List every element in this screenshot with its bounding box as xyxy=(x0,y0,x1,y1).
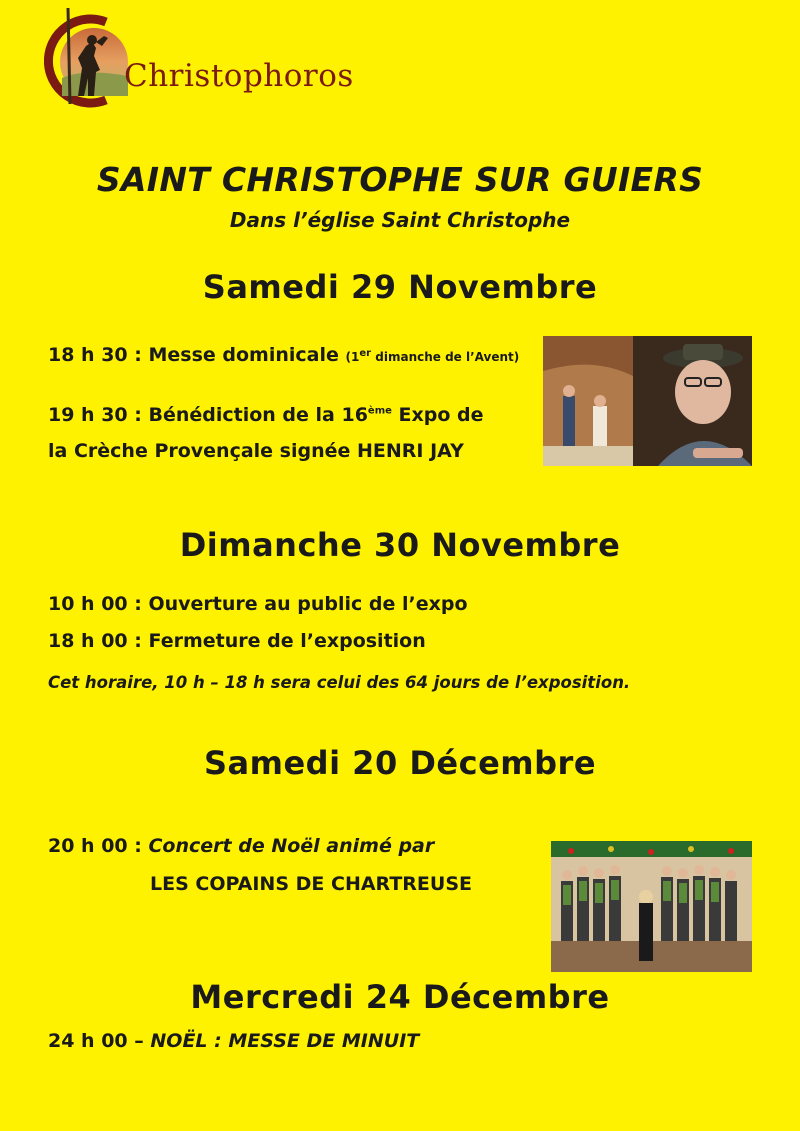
day3-event1 xyxy=(48,835,434,857)
day2-event2 xyxy=(48,630,426,652)
event-text: Ouverture au public de l’expo xyxy=(148,593,468,615)
event-time: 18 h 00 : xyxy=(48,630,142,652)
day2-heading: Dimanche 30 Novembre xyxy=(179,526,621,564)
day3-event1-cont: LES COPAINS DE CHARTREUSE xyxy=(150,873,472,895)
event-time: 10 h 00 : xyxy=(48,593,142,615)
event-time: 19 h 30 : xyxy=(48,404,142,426)
event-text: NOËL : MESSE DE MINUIT xyxy=(150,1030,420,1052)
christophoros-logo xyxy=(44,8,354,108)
day4-event1 xyxy=(48,1030,419,1052)
logo-wordmark: Christophoros xyxy=(124,58,354,94)
event-text: Messe dominicale xyxy=(148,344,339,366)
day1-heading: Samedi 29 Novembre xyxy=(202,268,598,306)
choir-photo xyxy=(551,841,752,972)
page-title: SAINT CHRISTOPHE SUR GUIERS xyxy=(96,160,704,199)
day1-event2-cont: la Crèche Provençale signée HENRI JAY xyxy=(48,440,464,462)
page-subtitle: Dans l’église Saint Christophe xyxy=(229,208,571,232)
event-note: (1er dimanche de l’Avent) xyxy=(345,348,520,364)
event-time: 24 h 00 – xyxy=(48,1030,144,1052)
event-time: 18 h 30 : xyxy=(48,344,142,366)
event-text: Concert de Noël animé par xyxy=(148,835,435,857)
day1-event1 xyxy=(48,344,519,366)
creche-photo xyxy=(543,336,752,466)
day1-event2: 19 h 30 : Bénédiction de la 16ème Expo de xyxy=(48,404,484,426)
event-time: 20 h 00 : xyxy=(48,835,142,857)
day3-heading: Samedi 20 Décembre xyxy=(203,744,597,782)
day2-note: Cet horaire, 10 h – 18 h sera celui des 64 jours de l’exposition. xyxy=(48,673,631,692)
event-text: Fermeture de l’exposition xyxy=(148,630,426,652)
day4-heading: Mercredi 24 Décembre xyxy=(190,978,610,1016)
day2-event1 xyxy=(48,593,468,615)
